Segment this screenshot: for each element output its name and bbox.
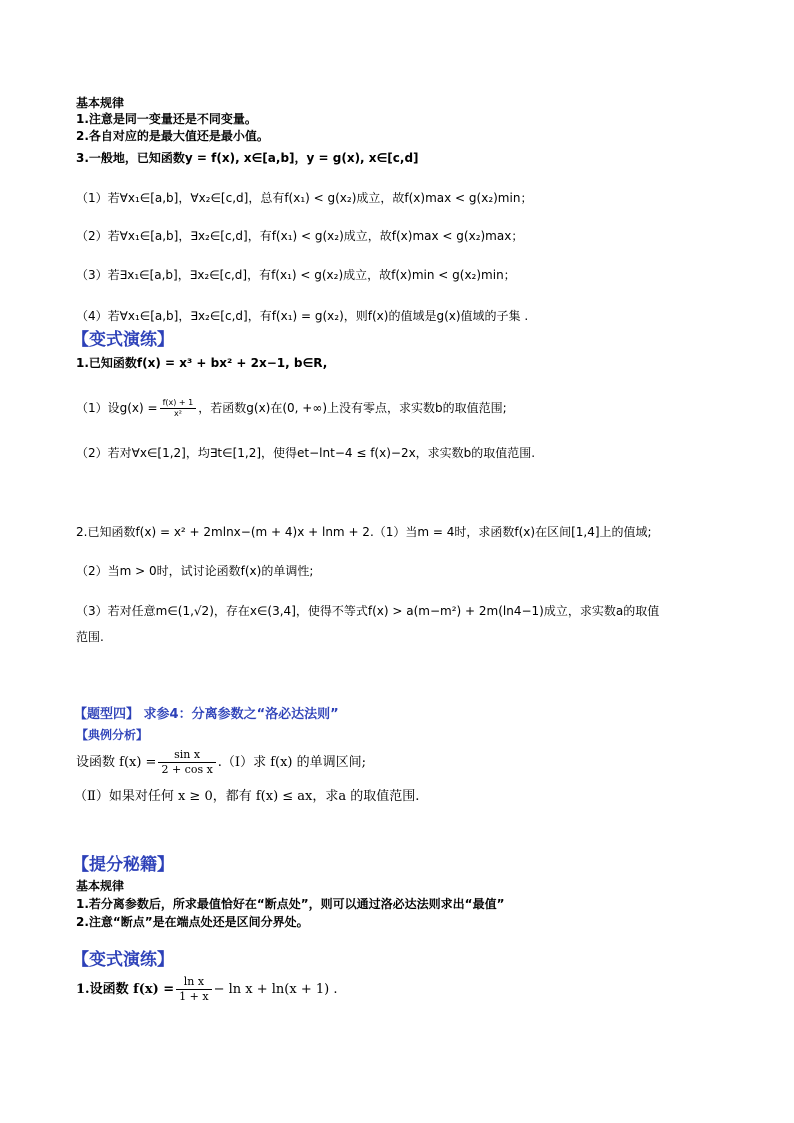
tips-heading: 【提分秘籍】 — [72, 855, 174, 875]
practice-2-question-1 — [76, 975, 337, 1004]
g-fraction-denominator: x² — [173, 409, 182, 418]
part-1-suffix: ，若函数g(x)在(0, +∞)上没有零点，求实数b的取值范围; — [198, 401, 507, 415]
ln-fraction — [176, 975, 211, 1004]
ln-fraction-numerator: ln x — [176, 975, 211, 990]
f-fraction — [158, 748, 215, 777]
problem-1-part-1 — [76, 398, 507, 419]
example-question-1 — [76, 748, 366, 777]
rules-label: 基本规律 — [76, 96, 125, 110]
problem-1-part-2: （2）若对∀x∈[1,2]，均∃t∈[1,2]，使得et−lnt−4 ≤ f(x)−2x，求实数b的取值范围. — [76, 446, 536, 460]
case-2: （2）若∀x₁∈[a,b]，∃x₂∈[c,d]，有f(x₁) < g(x₂)成立，故f(x)max < g(x₂)max； — [76, 229, 524, 243]
problem-2-part-2: （2）当m > 0时，试讨论函数f(x)的单调性; — [76, 564, 314, 578]
problem-2-part-3-line-1: （3）若对任意m∈(1,√2)，存在x∈(3,4]，使得不等式f(x) > a(m−m²) + 2m(ln4−1)成立，求实数a的取值 — [76, 604, 660, 618]
practice-heading: 【变式演练】 — [72, 330, 174, 350]
practice-2-suffix: − ln x + ln(x + 1) . — [213, 982, 338, 997]
tips-label: 基本规律 — [76, 879, 125, 893]
part-1-prefix: （1）设g(x) = — [76, 401, 158, 415]
problem-1-stem: 1.已知函数f(x) = x³ + bx² + 2x−1, b∈R, — [76, 356, 328, 370]
problem-2-part-3-line-2: 范围. — [76, 630, 104, 644]
case-4: （4）若∀x₁∈[a,b]，∃x₂∈[c,d]，有f(x₁) = g(x₂)，则f(x)的值域是g(x)值域的子集 . — [76, 309, 529, 323]
type-4-heading: 【题型四】 求参4：分离参数之“洛必达法则” — [74, 707, 339, 722]
practice-2-prefix: 1.设函数 f(x) = — [76, 982, 175, 997]
example-suffix: .（Ⅰ）求 f(x) 的单调区间; — [217, 755, 366, 770]
f-fraction-denominator: 2 + cos x — [161, 763, 213, 776]
tips-rule-1: 1.若分离参数后，所求最值恰好在“断点处”，则可以通过洛必达法则求出“最值” — [76, 897, 505, 911]
ln-fraction-denominator: 1 + x — [179, 990, 209, 1003]
tips-rule-2: 2.注意“断点”是在端点处还是区间分界处。 — [76, 915, 309, 929]
rule-2: 2.各自对应的是最大值还是最小值。 — [76, 129, 269, 143]
case-1: （1）若∀x₁∈[a,b]，∀x₂∈[c,d]，总有f(x₁) < g(x₂)成立，故f(x)max < g(x₂)min； — [76, 191, 533, 205]
g-fraction-numerator: f(x) + 1 — [160, 398, 197, 409]
problem-2-stem: 2.已知函数f(x) = x² + 2mlnx−(m + 4)x + lnm + 2.（1）当m = 4时，求函数f(x)在区间[1,4]上的值域; — [76, 525, 652, 539]
example-question-2: （Ⅱ）如果对任何 x ≥ 0，都有 f(x) ≤ ax，求a 的取值范围. — [74, 789, 420, 804]
practice-2-heading: 【变式演练】 — [72, 950, 174, 970]
rule-3: 3.一般地，已知函数y = f(x), x∈[a,b]，y = g(x), x∈[c,d] — [76, 151, 419, 165]
example-prefix: 设函数 f(x) = — [76, 755, 157, 770]
g-fraction — [160, 398, 197, 419]
case-3: （3）若∃x₁∈[a,b]，∃x₂∈[c,d]，有f(x₁) < g(x₂)成立，故f(x)min < g(x₂)min； — [76, 268, 516, 282]
example-label: 【典例分析】 — [76, 728, 149, 742]
rule-1: 1.注意是同一变量还是不同变量。 — [76, 112, 257, 126]
f-fraction-numerator: sin x — [158, 748, 215, 763]
